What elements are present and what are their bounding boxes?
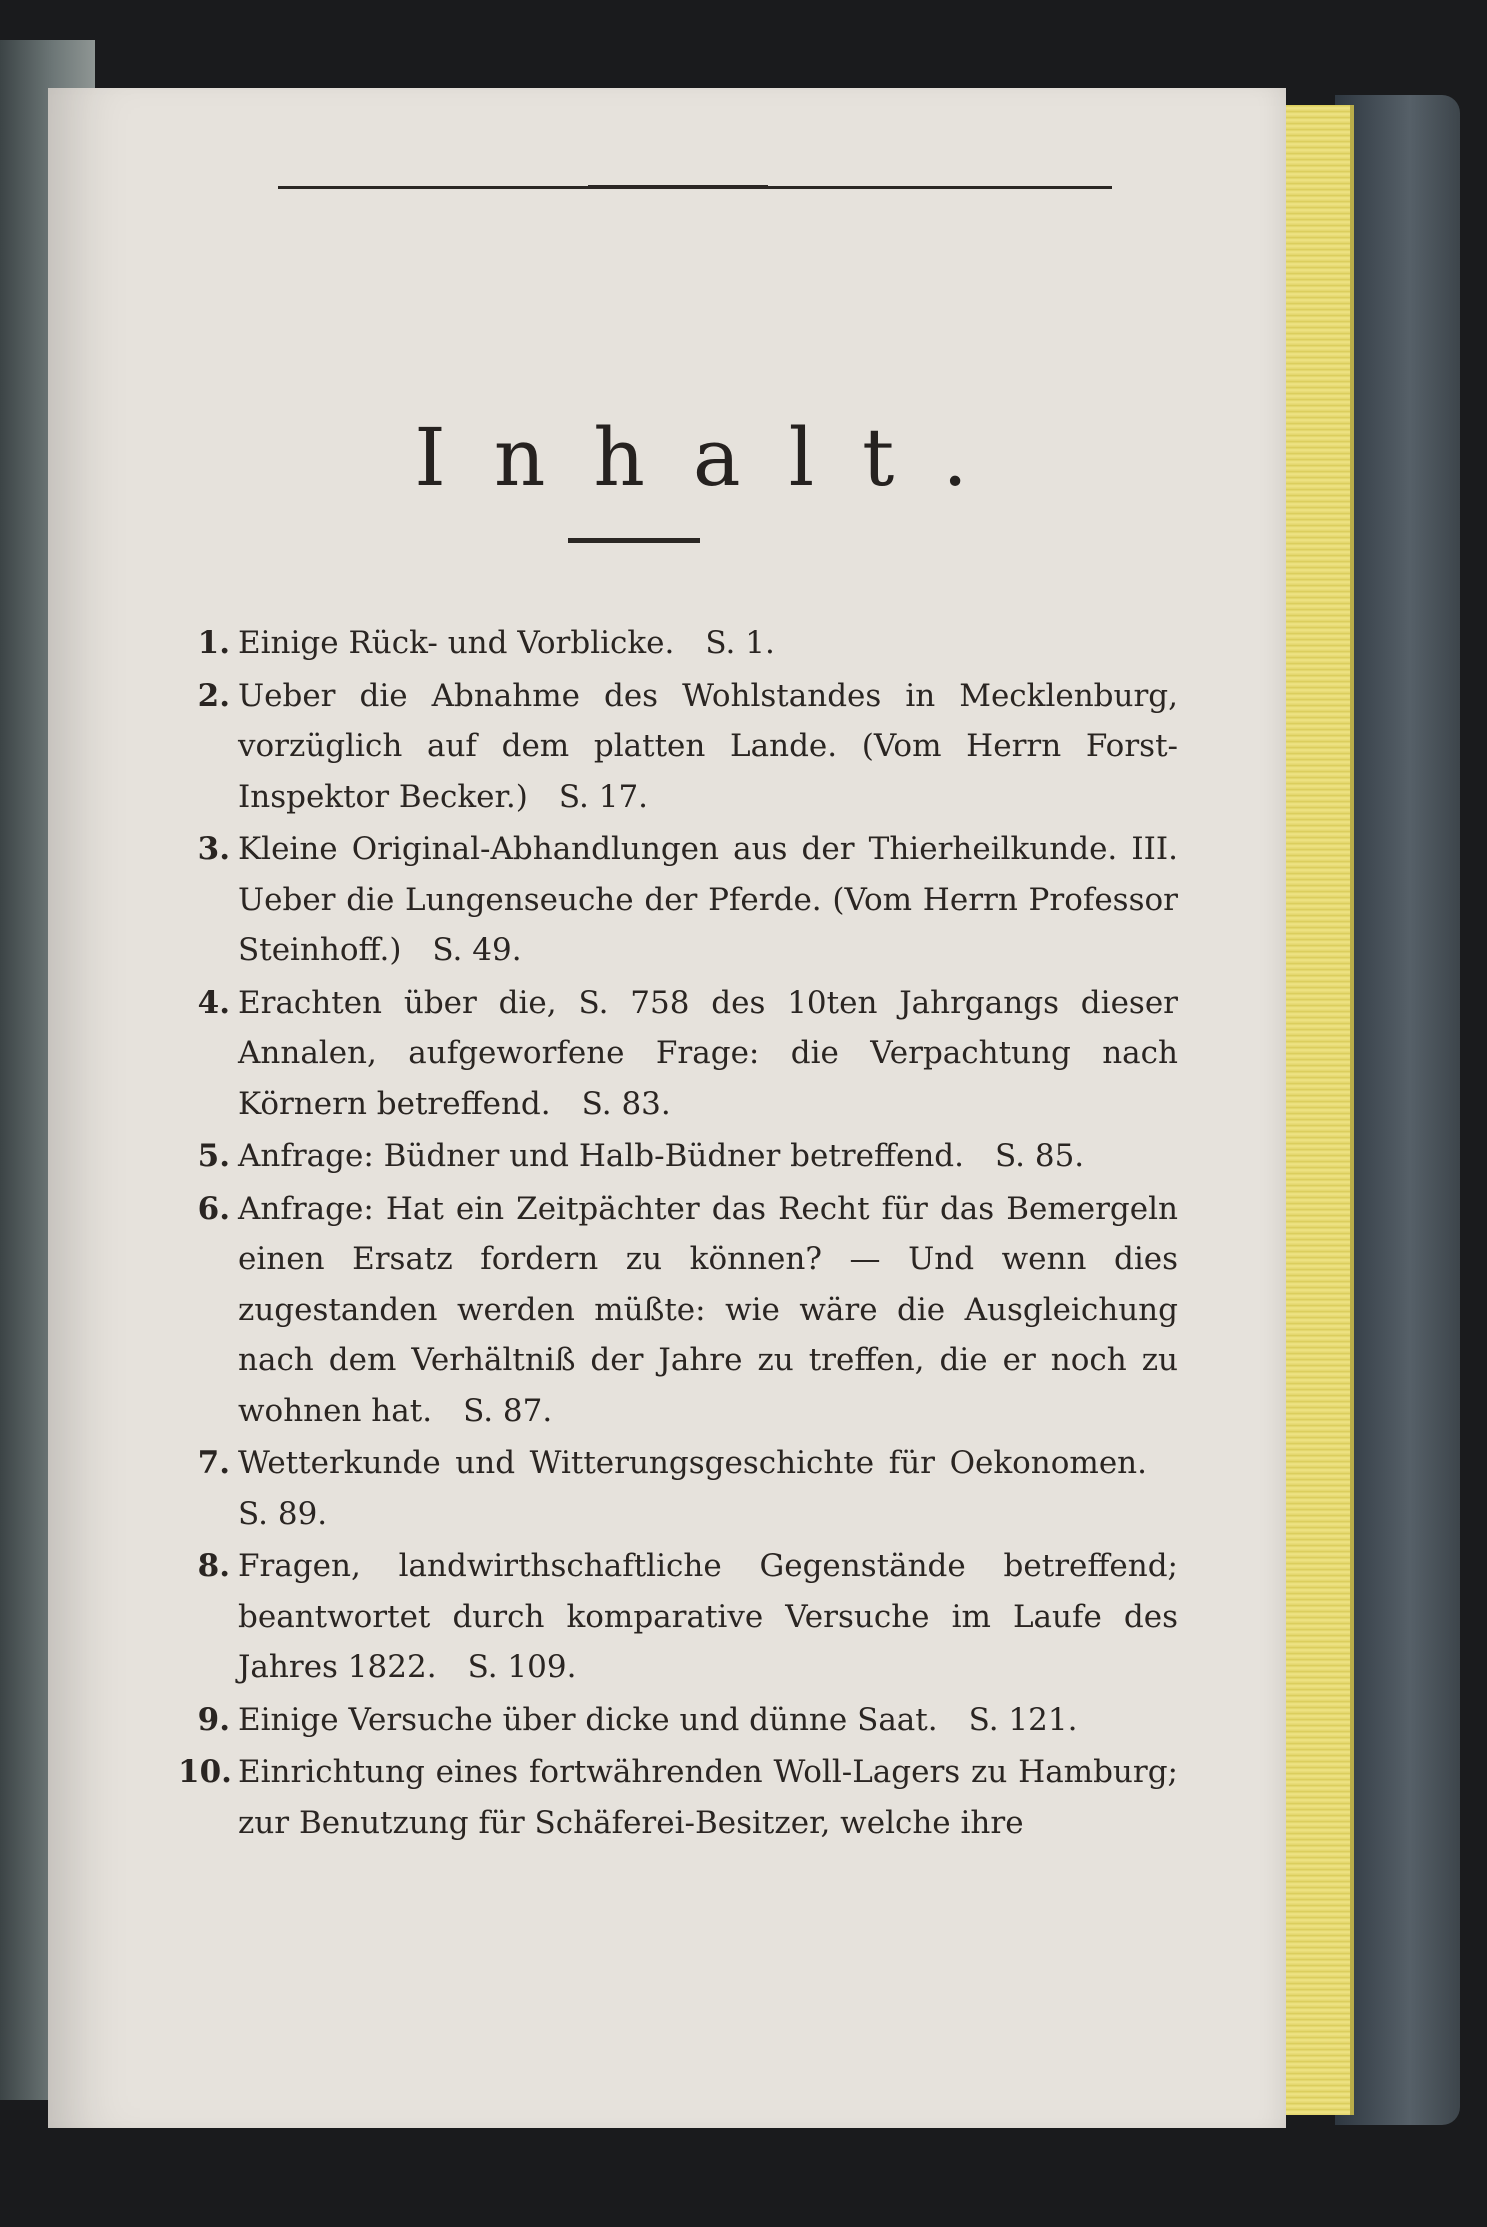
toc-entry <box>178 978 1178 1130</box>
toc-entry-page: S. 49. <box>432 932 522 968</box>
toc-entry-number: 1. <box>197 625 230 661</box>
toc-entry-body <box>238 978 1178 1130</box>
toc-entry <box>178 1695 1178 1746</box>
toc-entry-page: S. 109. <box>467 1649 577 1685</box>
page-heading: Inhalt. <box>414 411 1016 504</box>
toc-entry-number: 2. <box>197 677 230 714</box>
toc-entry-body <box>238 1131 1178 1182</box>
toc-entry-page: S. 1. <box>705 625 775 661</box>
book-page <box>48 88 1286 2128</box>
toc-entry-number: 3. <box>197 831 230 867</box>
toc-entry-body <box>238 618 1178 669</box>
toc-entry <box>178 1438 1178 1539</box>
toc-entry-title: Anfrage: Hat ein Zeitpächter das Recht für das Bemergeln einen Ersatz fordern zu können? — Und wenn dies zugestanden werden müßte: wie wäre die Ausgleichung nach dem Verhältniß der Jahre zu treffen, die er noch zu wohnen hat. <box>238 1190 1178 1429</box>
toc-entry-body <box>238 824 1178 976</box>
toc-entry <box>178 824 1178 976</box>
toc-entry-page: S. 17. <box>558 778 649 815</box>
toc-entry-number: 8. <box>197 1548 230 1584</box>
toc-entry-title: Erachten über die, S. 758 des 10ten Jahrgangs dieser Annalen, aufgeworfene Frage: die Verpachtung nach Körnern betreffend. <box>238 984 1178 1122</box>
toc-entry-body <box>238 1695 1178 1746</box>
toc-entry-page: S. 83. <box>581 1085 671 1122</box>
toc-entry-number: 6. <box>197 1190 230 1227</box>
toc-entry-number: 9. <box>197 1701 230 1738</box>
toc-entry-number: 4. <box>197 984 230 1021</box>
toc-entry-title: Einige Rück- und Vorblicke. <box>238 625 675 661</box>
toc-entry-number: 10. <box>178 1754 232 1790</box>
toc-entry-page: S. 85. <box>995 1138 1085 1174</box>
toc-entry-title: Kleine Original-Abhandlungen aus der Thierheilkunde. III. Ueber die Lungenseuche der Pferde. (Vom Herrn Professor Steinhoff.) <box>238 831 1178 968</box>
gilt-page-edge <box>1282 105 1354 2115</box>
toc-entry-body <box>238 1184 1178 1437</box>
toc-entry-body <box>238 671 1178 823</box>
table-of-contents <box>178 618 1178 1850</box>
toc-entry-number: 5. <box>197 1138 230 1174</box>
toc-entry-title: Ueber die Abnahme des Wohlstandes in Mecklenburg, vorzüglich auf dem platten Lande. (Vom Herrn Forst-Inspektor Becker.) <box>238 677 1178 815</box>
toc-entry-body <box>238 1438 1178 1539</box>
toc-entry <box>178 1541 1178 1693</box>
toc-entry <box>178 1131 1178 1182</box>
toc-entry-page: S. 87. <box>463 1392 553 1429</box>
toc-entry <box>178 1184 1178 1437</box>
toc-entry <box>178 1747 1178 1848</box>
toc-entry-title: Anfrage: Büdner und Halb-Büdner betreffend. <box>238 1138 964 1174</box>
toc-entry-title: Einige Versuche über dicke und dünne Saat. <box>238 1701 938 1738</box>
toc-entry-page: S. 89. <box>238 1495 328 1532</box>
toc-entry-page: S. 121. <box>968 1701 1078 1738</box>
toc-entry <box>178 618 1178 669</box>
toc-entry-body <box>238 1541 1178 1693</box>
toc-entry-title: Wetterkunde und Witterungsgeschichte für Oekonomen. <box>238 1445 1147 1481</box>
toc-entry <box>178 671 1178 823</box>
toc-entry-number: 7. <box>197 1445 230 1481</box>
toc-entry-body <box>238 1747 1178 1848</box>
top-rule <box>278 186 1112 189</box>
toc-entry-title: Fragen, landwirthschaftliche Gegenstände betreffend; beantwortet durch komparative Versuche im Laufe des Jahres 1822. <box>238 1548 1178 1685</box>
heading-rule <box>568 538 700 543</box>
toc-entry-title: Einrichtung eines fortwährenden Woll-Lagers zu Hamburg; zur Benutzung für Schäferei-Besitzer, welche ihre <box>238 1754 1178 1841</box>
